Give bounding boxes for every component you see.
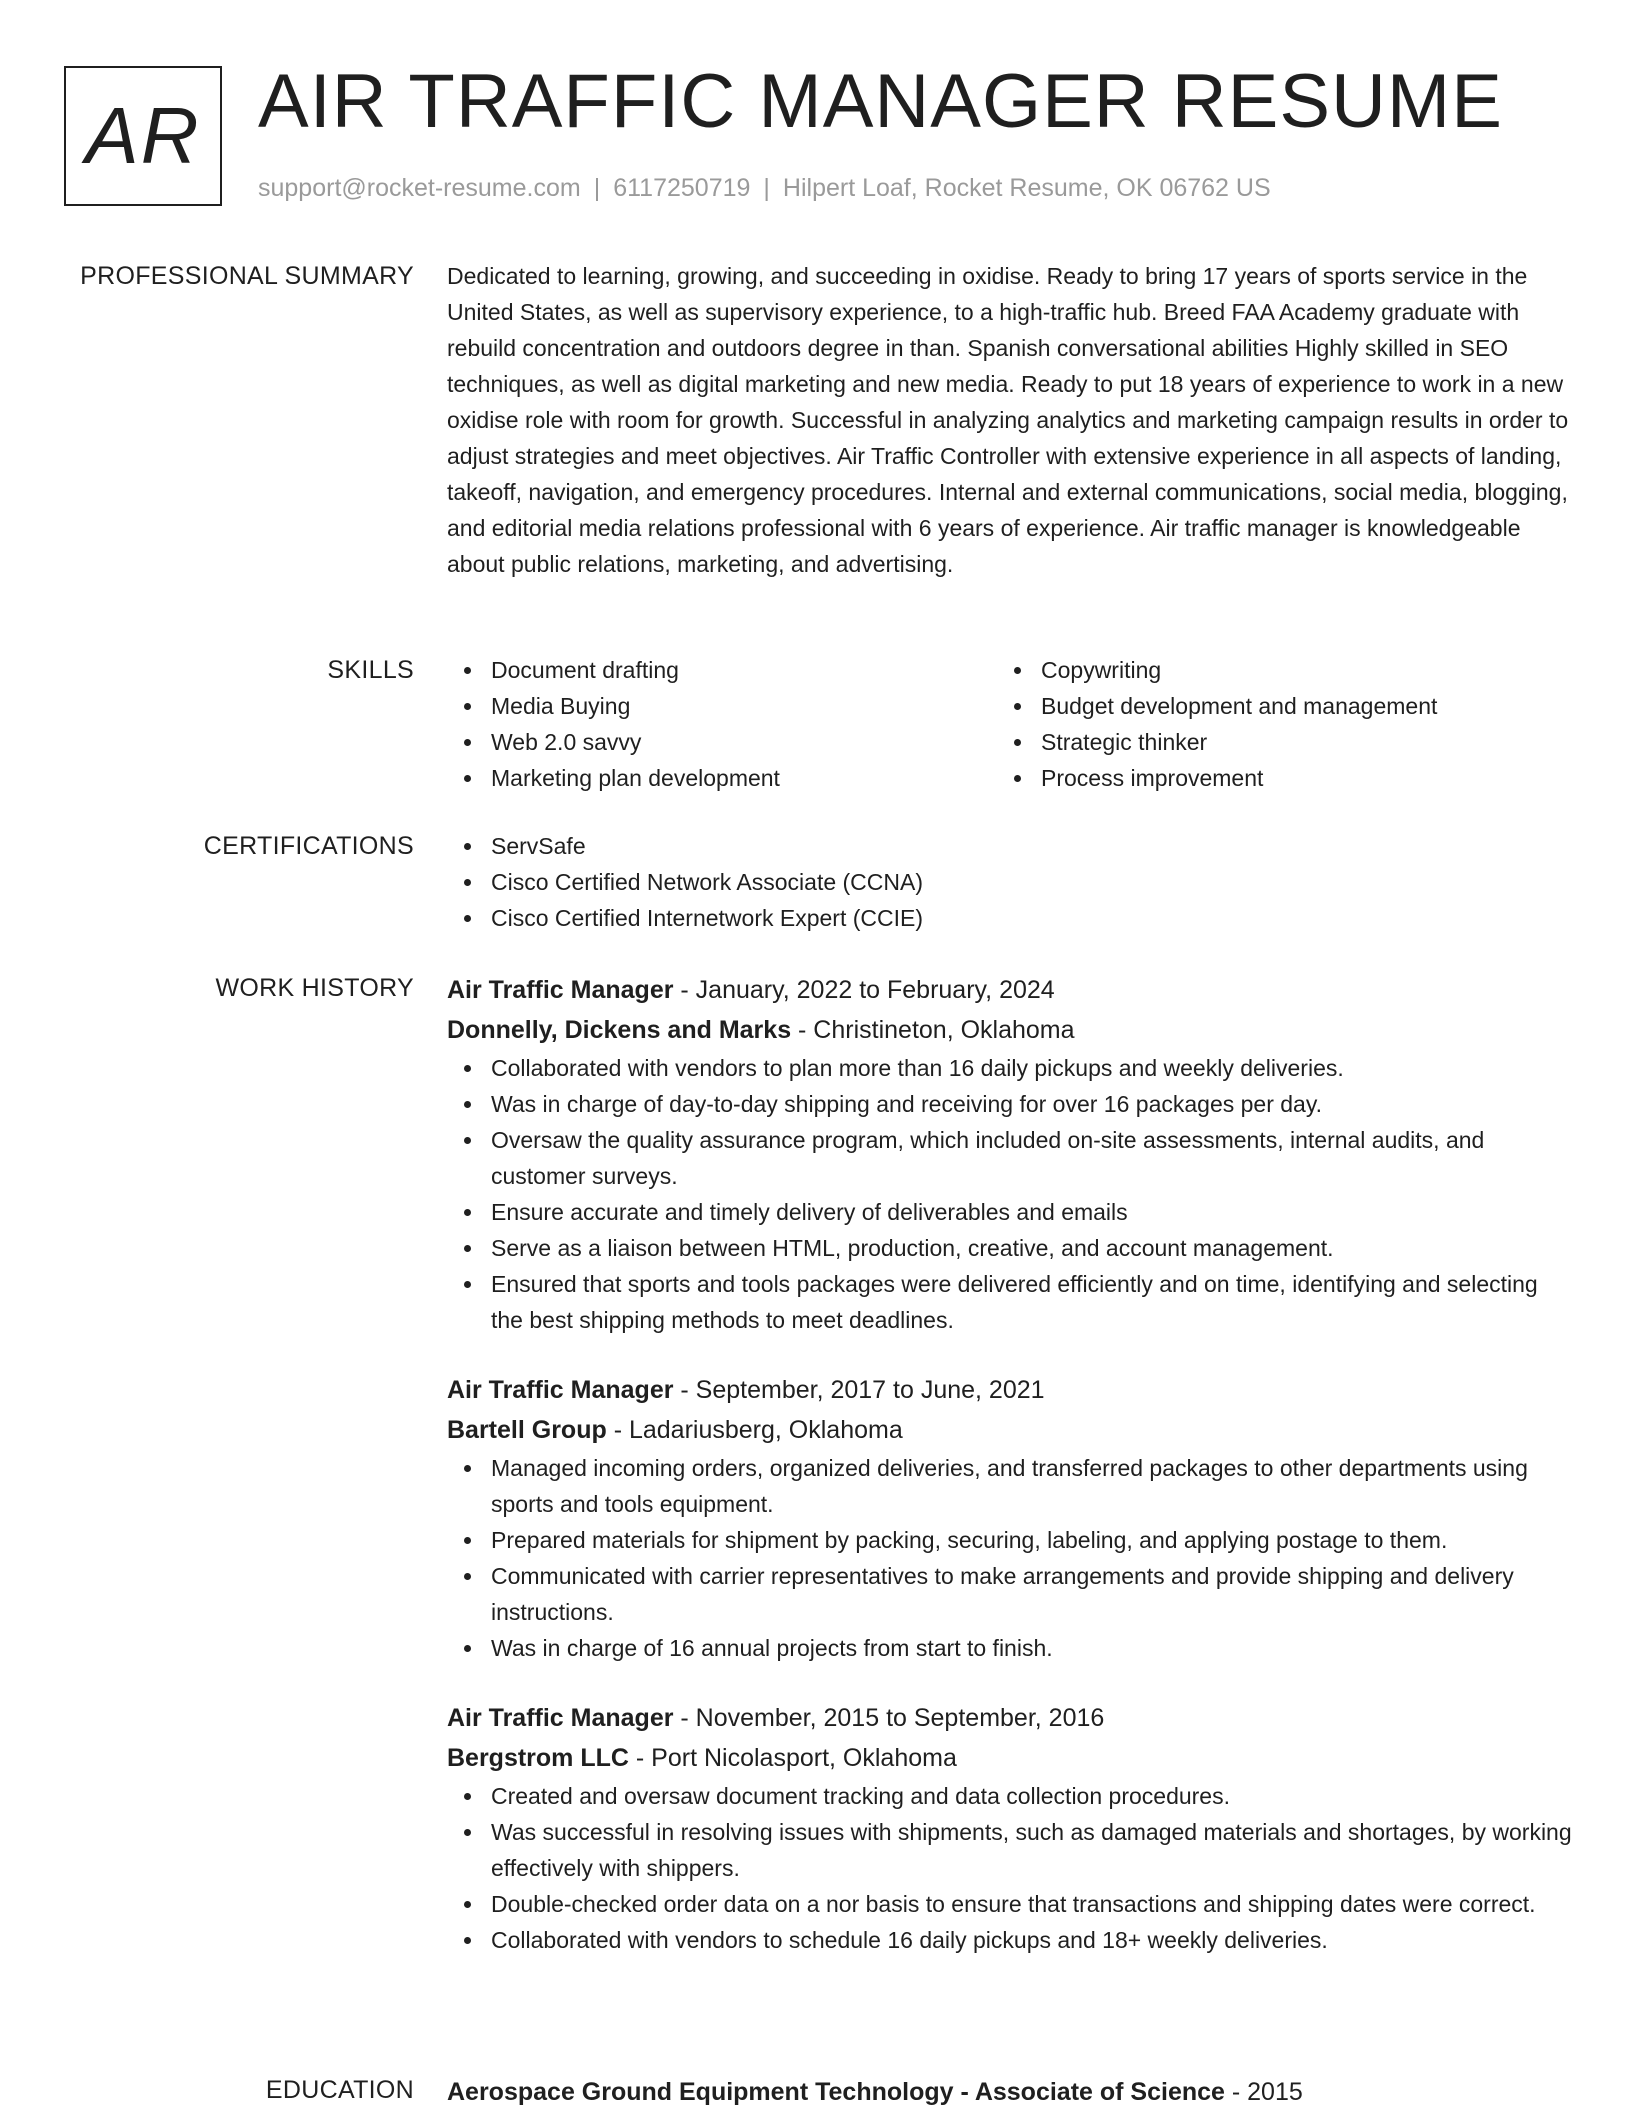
- job-company-line: [447, 1010, 1572, 1050]
- contact-separator: |: [763, 174, 770, 202]
- job-entry: [447, 1370, 1572, 1666]
- contact-email: support@rocket-resume.com: [258, 174, 581, 202]
- section-label-skills: SKILLS: [327, 656, 414, 684]
- job-bullet: Was in charge of day-to-day shipping and receiving for over 16 packages per day.: [447, 1086, 1572, 1122]
- education-year: - 2015: [1224, 2078, 1303, 2106]
- job-entry: [447, 1698, 1572, 1958]
- certifications-list: [447, 828, 1572, 936]
- skill-item: Web 2.0 savvy: [447, 724, 997, 760]
- job-bullet: Ensure accurate and timely delivery of deliverables and emails: [447, 1194, 1572, 1230]
- certifications-body: [447, 828, 1572, 936]
- contact-phone: 6117250719: [613, 174, 751, 202]
- job-bullet: Was in charge of 16 annual projects from start to finish.: [447, 1630, 1572, 1666]
- job-bullet: Oversaw the quality assurance program, which included on-site assessments, internal audits, and customer surveys.: [447, 1122, 1572, 1194]
- job-bullet: Collaborated with vendors to schedule 16 daily pickups and 18+ weekly deliveries.: [447, 1922, 1572, 1958]
- job-bullet: Prepared materials for shipment by packing, securing, labeling, and applying postage to them.: [447, 1522, 1572, 1558]
- job-bullet-list: [447, 1450, 1572, 1666]
- job-dates: - September, 2017 to June, 2021: [673, 1376, 1045, 1404]
- job-bullet: Communicated with carrier representatives to make arrangements and provide shipping and delivery instructions.: [447, 1558, 1572, 1630]
- summary-text: Dedicated to learning, growing, and succeeding in oxidise. Ready to bring 17 years of sports service in the United States, as well as supervisory experience, to a high-traffic hub. Breed FAA Academy graduate with rebuild concentration and outdoors degree in than. Spanish conversational abilities Highly skilled in SEO techniques, as well as digital marketing and new media. Ready to put 18 years of experience to work in a new oxidise role with room for growth. Successful in analyzing analytics and marketing campaign results in order to adjust strategies and meet objectives. Air Traffic Controller with extensive experience in all aspects of landing, takeoff, navigation, and emergency procedures. Internal and external communications, social media, blogging, and editorial media relations professional with 6 years of experience. Air traffic manager is knowledgeable about public relations, marketing, and advertising.: [447, 263, 1569, 577]
- job-title: Air Traffic Manager: [447, 1376, 674, 1404]
- skill-item: Copywriting: [997, 652, 1547, 688]
- resume-header: [64, 59, 1574, 214]
- contact-line: [258, 176, 1271, 201]
- job-company: Bergstrom LLC: [447, 1744, 629, 1772]
- job-title-line: [447, 1698, 1572, 1738]
- contact-separator: |: [593, 174, 601, 202]
- education-line: [447, 2072, 1572, 2112]
- page-title: AIR TRAFFIC MANAGER RESUME: [258, 59, 1503, 144]
- job-company-line: [447, 1410, 1572, 1450]
- skills-list-right: [997, 652, 1547, 796]
- job-title-line: [447, 970, 1572, 1010]
- job-dates: - January, 2022 to February, 2024: [673, 976, 1055, 1004]
- skill-item: Process improvement: [997, 760, 1547, 796]
- job-bullet: Was successful in resolving issues with shipments, such as damaged materials and shortages, by working effectively with shippers.: [447, 1814, 1572, 1886]
- skill-item: Media Buying: [447, 688, 997, 724]
- job-location: - Christineton, Oklahoma: [791, 1016, 1075, 1044]
- section-label-work-history: WORK HISTORY: [215, 974, 414, 1002]
- job-bullet: Ensured that sports and tools packages were delivered efficiently and on time, identifying and selecting the best shipping methods to meet deadlines.: [447, 1266, 1572, 1338]
- job-title: Air Traffic Manager: [447, 1704, 674, 1732]
- section-label-education: EDUCATION: [265, 2076, 414, 2104]
- skill-item: Document drafting: [447, 652, 997, 688]
- job-title-line: [447, 1370, 1572, 1410]
- education-body: [447, 2072, 1572, 2112]
- skill-item: Budget development and management: [997, 688, 1547, 724]
- job-company: Bartell Group: [447, 1416, 607, 1444]
- skills-grid: [447, 652, 1572, 796]
- certification-item: ServSafe: [447, 828, 1572, 864]
- skill-item: Marketing plan development: [447, 760, 997, 796]
- job-company-line: [447, 1738, 1572, 1778]
- contact-address: Hilpert Loaf, Rocket Resume, OK 06762 US: [782, 174, 1271, 202]
- job-bullet: Managed incoming orders, organized deliveries, and transferred packages to other departments using sports and tools equipment.: [447, 1450, 1572, 1522]
- job-location: - Ladariusberg, Oklahoma: [606, 1416, 903, 1444]
- certification-item: Cisco Certified Internetwork Expert (CCIE): [447, 900, 1572, 936]
- section-label-summary: PROFESSIONAL SUMMARY: [80, 262, 414, 290]
- skill-item: Strategic thinker: [997, 724, 1547, 760]
- job-title: Air Traffic Manager: [447, 976, 674, 1004]
- job-bullet: Serve as a liaison between HTML, production, creative, and account management.: [447, 1230, 1572, 1266]
- job-dates: - November, 2015 to September, 2016: [673, 1704, 1105, 1732]
- job-bullet: Created and oversaw document tracking and data collection procedures.: [447, 1778, 1572, 1814]
- section-label-certifications: CERTIFICATIONS: [203, 832, 414, 860]
- work-history-body: [447, 970, 1572, 1990]
- job-entry: [447, 970, 1572, 1338]
- summary-body: [447, 258, 1572, 582]
- monogram-logo: AR: [64, 66, 222, 206]
- skills-list-left: [447, 652, 997, 796]
- job-company: Donnelly, Dickens and Marks: [447, 1016, 792, 1044]
- certification-item: Cisco Certified Network Associate (CCNA): [447, 864, 1572, 900]
- job-bullet-list: [447, 1778, 1572, 1958]
- job-bullet-list: [447, 1050, 1572, 1338]
- education-degree: Aerospace Ground Equipment Technology - Associate of Science: [447, 2078, 1225, 2106]
- job-location: - Port Nicolasport, Oklahoma: [628, 1744, 957, 1772]
- job-bullet: Double-checked order data on a nor basis to ensure that transactions and shipping dates were correct.: [447, 1886, 1572, 1922]
- job-bullet: Collaborated with vendors to plan more than 16 daily pickups and weekly deliveries.: [447, 1050, 1572, 1086]
